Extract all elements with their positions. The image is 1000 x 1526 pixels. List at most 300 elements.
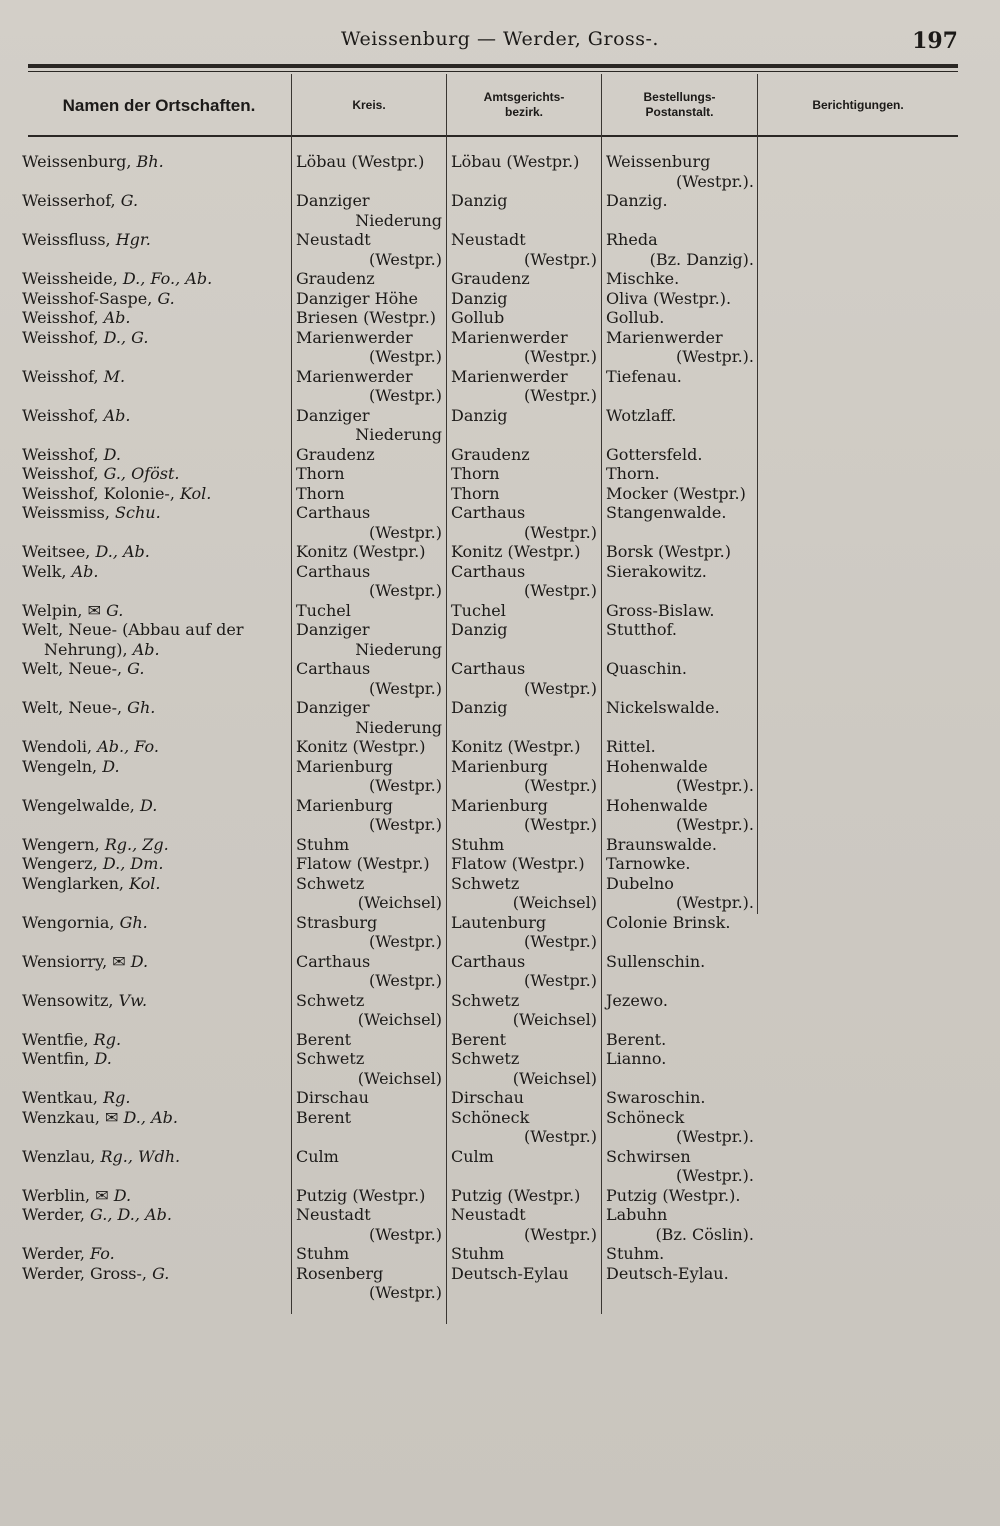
place-name-line (22, 152, 290, 172)
place-type: Kol. (129, 873, 161, 893)
kreis-cell-line: Berent (296, 1029, 352, 1049)
kreis-cell-line: Konitz (Westpr.) (296, 737, 426, 756)
kreis-cell-line: Danziger (296, 191, 370, 210)
amtsgericht-cell (451, 796, 597, 835)
amtsgericht-cell-line: (Westpr.) (524, 1127, 597, 1146)
place-name-text: Wensiorry, ✉ (22, 951, 131, 971)
post-office-cell (606, 230, 754, 269)
place-type: D., Ab. (95, 542, 150, 561)
kreis-cell-line: Niederung (355, 717, 442, 737)
kreis-cell-line: Marienburg (296, 756, 393, 776)
table-row (0, 1108, 1000, 1147)
kreis-cell (296, 854, 442, 874)
place-type: Rg., Wdh. (100, 1146, 181, 1166)
kreis-cell-line: (Westpr.) (369, 249, 442, 269)
place-name (22, 991, 290, 1011)
kreis-cell (296, 445, 442, 465)
amtsgericht-cell-line: Carthaus (451, 561, 526, 581)
kreis-cell-line: Strasburg (296, 912, 378, 932)
kreis-cell (296, 601, 442, 621)
kreis-cell-line: Danziger (296, 698, 370, 717)
amtsgericht-cell (451, 952, 597, 991)
amtsgericht-cell-line: (Westpr.) (524, 678, 597, 698)
kreis-cell (296, 191, 442, 230)
table-row (0, 308, 1000, 328)
place-type: D., G. (103, 327, 149, 347)
kreis-cell-line: Putzig (Westpr.) (296, 1185, 426, 1205)
place-name (22, 367, 290, 387)
place-name (22, 289, 290, 309)
amtsgericht-cell-line: Schöneck (451, 1107, 530, 1127)
place-type: Gh. (119, 912, 148, 932)
place-name-line (22, 737, 290, 757)
kreis-cell (296, 698, 442, 737)
kreis-cell-line: Danziger (296, 620, 370, 639)
amtsgericht-cell-line: (Westpr.) (524, 249, 597, 269)
running-title: Weissenburg — Werder, Gross-. (341, 28, 659, 50)
table-row (0, 562, 1000, 601)
amtsgericht-cell-line: Löbau (Westpr.) (451, 152, 580, 171)
place-name-line (22, 1147, 290, 1167)
post-office-cell (606, 503, 754, 523)
place-name-line (22, 484, 290, 504)
place-type: Rg. (93, 1029, 122, 1049)
table-row (0, 620, 1000, 659)
kreis-cell-line: Rosenberg (296, 1263, 384, 1283)
table-row (0, 152, 1000, 191)
post-office-cell (606, 328, 754, 367)
place-name (22, 952, 290, 972)
amtsgericht-cell-line: Lautenburg (451, 912, 547, 932)
post-office-cell-line: Weissenburg (606, 152, 711, 171)
place-name-text: Weissfluss, (22, 230, 116, 249)
kreis-cell-line: Schwetz (296, 990, 365, 1010)
kreis-cell (296, 464, 442, 484)
kreis-cell (296, 757, 442, 796)
place-name-text: Weisshof, (22, 327, 104, 347)
kreis-cell-line: (Westpr.) (369, 678, 442, 698)
post-office-cell (606, 1147, 754, 1186)
table-row (0, 1147, 1000, 1186)
post-office-cell-line: (Bz. Cöslin). (655, 1224, 754, 1244)
table-row (0, 952, 1000, 991)
kreis-cell (296, 562, 442, 601)
amtsgericht-cell-line: Carthaus (451, 951, 526, 971)
amtsgericht-cell-line: Berent (451, 1029, 507, 1049)
place-name-text: Weitsee, (22, 542, 96, 561)
place-name (22, 406, 290, 426)
column-header-amtsgericht: Amtsgerichts- bezirk. (483, 90, 565, 119)
kreis-cell (296, 1186, 442, 1206)
place-name (22, 191, 290, 211)
post-office-cell-line: Danzig. (606, 191, 668, 210)
place-name-text: Werder, (22, 1244, 91, 1263)
amtsgericht-cell-line: Dirschau (451, 1088, 524, 1107)
table-row (0, 1264, 1000, 1303)
place-name-text: Wentkau, (22, 1088, 104, 1107)
place-name-text: Weisshof, (22, 366, 104, 386)
place-name (22, 1030, 290, 1050)
amtsgericht-cell-line: Thorn (451, 464, 500, 483)
kreis-cell-line: (Weichsel) (357, 893, 442, 912)
amtsgericht-cell-line: (Weichsel) (512, 1010, 597, 1029)
place-type: G., Oföst. (103, 464, 180, 483)
kreis-cell (296, 913, 442, 952)
post-office-cell-line: Lianno. (606, 1049, 667, 1068)
post-office-cell-line: Gross-Bislaw. (606, 600, 715, 620)
table-row (0, 874, 1000, 913)
place-name-line (22, 445, 290, 465)
place-name (22, 503, 290, 523)
column-header-name: Namen der Ortschaften. (62, 95, 256, 115)
amtsgericht-cell-line: Flatow (Westpr.) (451, 854, 585, 873)
post-office-cell-line: Sierakowitz. (606, 561, 707, 581)
amtsgericht-cell-line: Schwetz (451, 990, 520, 1010)
place-type: G. (120, 191, 139, 210)
kreis-cell (296, 952, 442, 991)
kreis-cell-line: Thorn (296, 464, 345, 483)
post-office-cell (606, 1264, 754, 1284)
amtsgericht-cell (451, 367, 597, 406)
post-office-cell-line: Sullenschin. (606, 951, 706, 971)
table-row (0, 445, 1000, 465)
place-name-text: Wentfie, (22, 1029, 94, 1049)
amtsgericht-cell (451, 406, 597, 426)
place-name-text: Weisshof-Saspe, (22, 288, 158, 308)
running-head (0, 28, 1000, 58)
column-header-bestellung: Bestellungs- Postanstalt. (643, 90, 716, 119)
place-name-line (22, 991, 290, 1011)
place-name (22, 542, 290, 562)
amtsgericht-cell (451, 698, 597, 718)
post-office-cell-line: Labuhn (606, 1205, 668, 1224)
page-number: 197 (912, 28, 958, 54)
place-type: G. (127, 659, 145, 678)
post-office-cell-line: Rittel. (606, 737, 656, 756)
place-name (22, 1049, 290, 1069)
post-office-cell-line: Rheda (606, 230, 658, 249)
kreis-cell-line: (Westpr.) (369, 815, 442, 834)
kreis-cell-line: Culm (296, 1146, 339, 1166)
post-office-cell-line: Wotzlaff. (606, 405, 677, 425)
kreis-cell (296, 1088, 442, 1108)
kreis-cell-line: Löbau (Westpr.) (296, 152, 425, 171)
amtsgericht-cell (451, 913, 597, 952)
place-name (22, 659, 290, 679)
post-office-cell-line: Stangenwalde. (606, 503, 727, 522)
kreis-cell (296, 1030, 442, 1050)
post-office-cell (606, 289, 754, 309)
place-name-line (22, 835, 290, 855)
table-row (0, 1186, 1000, 1206)
place-name-line (22, 367, 290, 387)
kreis-cell-line: (Weichsel) (357, 1010, 442, 1029)
top-rule-thick (28, 64, 958, 68)
post-office-cell-line: Schwirsen (606, 1146, 691, 1166)
amtsgericht-cell (451, 874, 597, 913)
place-name-line (22, 913, 290, 933)
amtsgericht-cell (451, 1186, 597, 1206)
table-row (0, 757, 1000, 796)
place-name-text: Weisserhof, (22, 191, 121, 210)
post-office-cell-line: (Bz. Danzig). (649, 249, 754, 269)
table-row (0, 601, 1000, 621)
kreis-cell (296, 874, 442, 913)
post-office-cell (606, 464, 754, 484)
table-row (0, 854, 1000, 874)
kreis-cell-line: Neustadt (296, 1205, 371, 1224)
kreis-cell (296, 796, 442, 835)
place-name-line (22, 796, 290, 816)
place-type: M. (103, 366, 126, 386)
place-name-line (22, 308, 290, 328)
post-office-cell (606, 406, 754, 426)
kreis-cell-line: Berent (296, 1107, 352, 1127)
table-row (0, 835, 1000, 855)
post-office-cell-line: Stuhm. (606, 1244, 665, 1263)
place-type: Ab. (103, 308, 131, 327)
post-office-cell-line: Gottersfeld. (606, 444, 703, 464)
place-name (22, 1205, 290, 1225)
amtsgericht-cell-line: Danzig (451, 405, 508, 425)
kreis-cell-line: Carthaus (296, 951, 371, 971)
post-office-cell-line: Swaroschin. (606, 1088, 706, 1107)
place-name-text: Wensowitz, (22, 990, 119, 1010)
kreis-cell-line: Tuchel (296, 600, 351, 620)
kreis-cell (296, 1205, 442, 1244)
place-type: G., D., Ab. (90, 1205, 172, 1224)
place-name (22, 328, 290, 348)
place-type: Vw. (118, 990, 148, 1010)
kreis-cell-line: (Westpr.) (369, 776, 442, 795)
place-name-line (22, 874, 290, 894)
amtsgericht-cell (451, 659, 597, 698)
post-office-cell-line: Braunswalde. (606, 834, 717, 854)
amtsgericht-cell-line: (Westpr.) (524, 522, 597, 542)
amtsgericht-cell-line: Graudenz (451, 444, 530, 464)
kreis-cell (296, 230, 442, 269)
kreis-cell-line: Briesen (Westpr.) (296, 308, 437, 327)
amtsgericht-cell-line: (Westpr.) (524, 386, 597, 405)
post-office-cell (606, 484, 754, 504)
place-type: Schu. (115, 503, 161, 522)
place-name-text: Weissmiss, (22, 503, 116, 522)
amtsgericht-cell (451, 1147, 597, 1167)
post-office-cell (606, 1108, 754, 1147)
post-office-cell-line: (Westpr.). (675, 893, 754, 912)
place-name-text: Wengornia, (22, 912, 120, 932)
kreis-cell (296, 1244, 442, 1264)
amtsgericht-cell (451, 484, 597, 504)
amtsgericht-cell (451, 562, 597, 601)
place-name-line (22, 640, 290, 660)
amtsgericht-cell (451, 1049, 597, 1088)
post-office-cell-line: Putzig (Westpr.). (606, 1185, 741, 1205)
post-office-cell-line: Borsk (Westpr.) (606, 542, 731, 561)
amtsgericht-cell (451, 1205, 597, 1244)
post-office-cell (606, 445, 754, 465)
amtsgericht-cell-line: (Westpr.) (524, 815, 597, 834)
place-name-text: Wenzlau, (22, 1146, 101, 1166)
place-type: Ab. (132, 639, 160, 659)
place-name-line (22, 464, 290, 484)
place-type: Ab. (103, 405, 131, 425)
kreis-cell-line: (Westpr.) (369, 971, 442, 990)
place-name-line (22, 601, 290, 621)
place-type: D. (94, 1049, 112, 1068)
amtsgericht-cell-line: (Westpr.) (524, 347, 597, 366)
place-name-text: Werblin, ✉ (22, 1185, 114, 1205)
kreis-cell (296, 620, 442, 659)
kreis-cell (296, 737, 442, 757)
kreis-cell-line: Carthaus (296, 503, 371, 522)
kreis-cell (296, 152, 442, 172)
post-office-cell (606, 1049, 754, 1069)
place-name-text: Welk, (22, 561, 72, 581)
kreis-cell-line: Stuhm (296, 834, 350, 854)
kreis-cell-line: Stuhm (296, 1244, 350, 1263)
kreis-cell-line: Danziger (296, 405, 370, 425)
amtsgericht-cell-line: Schwetz (451, 1049, 520, 1068)
place-name-line (22, 1049, 290, 1069)
amtsgericht-cell-line: Marienburg (451, 756, 548, 776)
post-office-cell (606, 191, 754, 211)
table-row (0, 191, 1000, 230)
amtsgericht-cell-line: Schwetz (451, 873, 520, 893)
kreis-cell-line: Graudenz (296, 269, 375, 288)
amtsgericht-cell-line: (Weichsel) (512, 1068, 597, 1088)
amtsgericht-cell-line: Danzig (451, 288, 508, 308)
place-name-text: Wendoli, (22, 737, 98, 756)
post-office-cell-line: Colonie Brinsk. (606, 912, 731, 932)
post-office-cell (606, 835, 754, 855)
place-type: Kol. (179, 483, 212, 503)
kreis-cell-line: Neustadt (296, 230, 371, 249)
kreis-cell-line: (Westpr.) (369, 581, 442, 600)
post-office-cell (606, 308, 754, 328)
table-row (0, 913, 1000, 952)
place-name-line (22, 757, 290, 777)
header-bottom-rule (28, 135, 958, 137)
place-type: Gh. (127, 698, 156, 717)
post-office-cell (606, 854, 754, 874)
place-name-line (22, 698, 290, 718)
amtsgericht-cell (451, 308, 597, 328)
place-name-line (22, 659, 290, 679)
kreis-cell-line: Marienwerder (296, 327, 413, 347)
amtsgericht-cell-line: Stuhm (451, 1244, 505, 1263)
kreis-cell-line: Graudenz (296, 444, 375, 464)
amtsgericht-cell-line: Carthaus (451, 503, 526, 522)
kreis-cell (296, 503, 442, 542)
amtsgericht-cell (451, 620, 597, 640)
amtsgericht-cell-line: Danzig (451, 620, 508, 639)
place-name-text: Weissenburg, (22, 152, 137, 171)
place-name-text: Weissheide, (22, 269, 123, 288)
table-row (0, 503, 1000, 542)
table-row (0, 698, 1000, 737)
table-row (0, 230, 1000, 269)
table-row (0, 328, 1000, 367)
place-name-text: Wengelwalde, (22, 795, 140, 815)
post-office-cell-line: Mocker (Westpr.) (606, 483, 746, 503)
kreis-cell-line: Thorn (296, 483, 345, 503)
post-office-cell (606, 991, 754, 1011)
amtsgericht-cell (451, 542, 597, 562)
post-office-cell (606, 913, 754, 933)
kreis-cell (296, 1147, 442, 1167)
kreis-cell-line: Flatow (Westpr.) (296, 854, 430, 873)
table-row (0, 1244, 1000, 1264)
post-office-cell-line: Schöneck (606, 1107, 685, 1127)
place-name (22, 835, 290, 855)
place-type: D., Dm. (102, 854, 164, 873)
place-name (22, 913, 290, 933)
place-name (22, 1186, 290, 1206)
post-office-cell-line: Thorn. (606, 464, 660, 483)
place-name (22, 796, 290, 816)
kreis-cell (296, 308, 442, 328)
amtsgericht-cell-line: Danzig (451, 191, 508, 210)
amtsgericht-cell-line: Deutsch-Eylau (451, 1263, 569, 1283)
amtsgericht-cell-line: Neustadt (451, 230, 526, 249)
amtsgericht-cell-line: (Weichsel) (512, 893, 597, 912)
place-name-line (22, 620, 290, 640)
table-row (0, 1030, 1000, 1050)
amtsgericht-cell (451, 601, 597, 621)
place-name-line (22, 269, 290, 289)
amtsgericht-cell (451, 1108, 597, 1147)
place-name-text: Weisshof, (22, 464, 104, 483)
table-row (0, 737, 1000, 757)
place-name-line (22, 191, 290, 211)
post-office-cell (606, 620, 754, 640)
place-name (22, 1108, 290, 1128)
post-office-cell-line: Marienwerder (606, 327, 723, 347)
kreis-cell (296, 542, 442, 562)
kreis-cell (296, 835, 442, 855)
place-name-line (22, 406, 290, 426)
kreis-cell-line: Dirschau (296, 1088, 369, 1107)
kreis-cell (296, 484, 442, 504)
post-office-cell-line: Hohenwalde (606, 795, 708, 815)
table-row (0, 269, 1000, 289)
place-name (22, 854, 290, 874)
place-type: G. (157, 288, 175, 308)
amtsgericht-cell-line: Carthaus (451, 659, 526, 678)
kreis-cell-line: Marienwerder (296, 366, 413, 386)
amtsgericht-cell-line: (Westpr.) (524, 971, 597, 990)
post-office-cell (606, 601, 754, 621)
place-name-line (22, 1108, 290, 1128)
kreis-cell-line: Schwetz (296, 873, 365, 893)
kreis-cell-line: (Westpr.) (369, 1283, 442, 1302)
post-office-cell-line: Oliva (Westpr.). (606, 288, 732, 308)
place-name (22, 1264, 290, 1284)
amtsgericht-cell (451, 991, 597, 1030)
place-name (22, 484, 290, 504)
post-office-cell-line: Deutsch-Eylau. (606, 1263, 729, 1283)
post-office-cell-line: Tarnowke. (606, 854, 691, 873)
post-office-cell (606, 952, 754, 972)
amtsgericht-cell (451, 854, 597, 874)
post-office-cell-line: Berent. (606, 1029, 667, 1049)
place-name (22, 1147, 290, 1167)
column-header-kreis: Kreis. (352, 97, 386, 112)
place-type: Rg., Zg. (104, 834, 169, 854)
kreis-cell-line: (Westpr.) (369, 347, 442, 366)
place-type: Ab. (71, 561, 99, 581)
